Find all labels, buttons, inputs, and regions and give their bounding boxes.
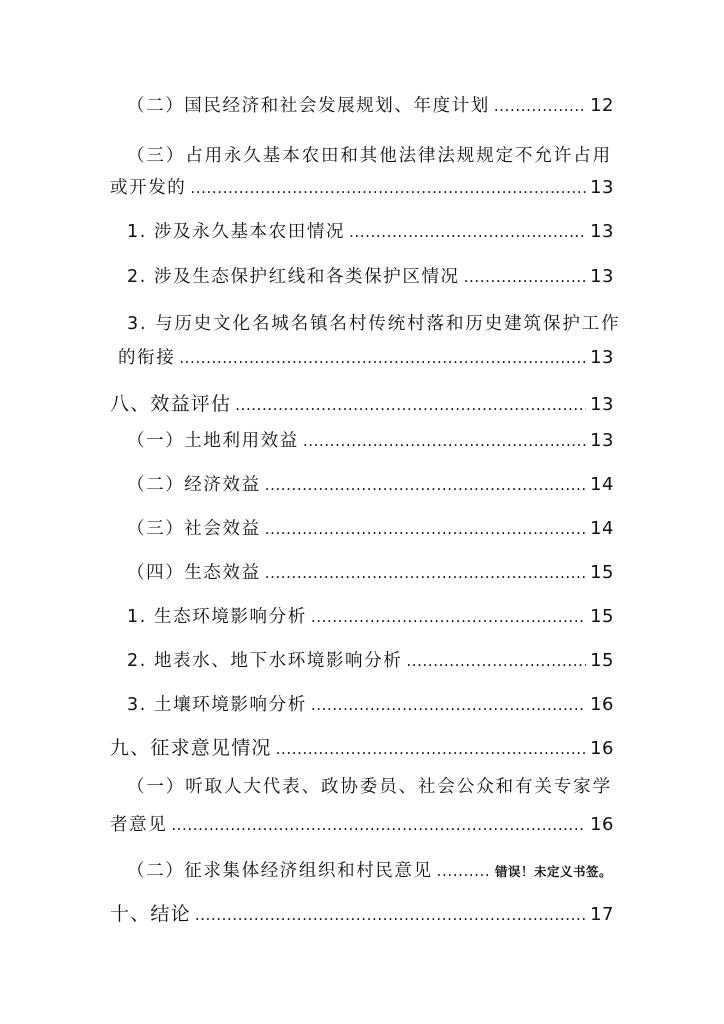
toc-page-number: 16 bbox=[590, 814, 614, 835]
toc-page-number: 17 bbox=[590, 904, 614, 925]
toc-page-number: 14 bbox=[590, 474, 614, 495]
toc-page-number: 15 bbox=[590, 562, 614, 583]
toc-entry-title-line1[interactable]: （三）占用永久基本农田和其他法律法规规定不允许占用 bbox=[127, 146, 612, 166]
toc-leader-dots bbox=[311, 691, 586, 719]
toc-page-number: 13 bbox=[590, 221, 614, 242]
toc-entry[interactable] bbox=[127, 515, 614, 543]
toc-entry-title: 3. 土壤环境影响分析 bbox=[127, 695, 307, 715]
toc-bookmark-error: 错误！未定义书签。 bbox=[494, 864, 612, 879]
toc-leader-dots bbox=[349, 218, 586, 246]
toc-entry-title-line2: 的衔接 bbox=[118, 348, 176, 368]
toc-entry-title: 2. 涉及生态保护红线和各类保护区情况 bbox=[127, 267, 460, 287]
toc-entry-title-line2: 或开发的 bbox=[110, 178, 187, 198]
toc-entry-title: 1. 涉及永久基本农田情况 bbox=[127, 222, 346, 242]
toc-entry[interactable] bbox=[127, 559, 614, 587]
toc-entry[interactable] bbox=[110, 811, 614, 839]
toc-page-number: 16 bbox=[590, 694, 614, 715]
toc-entry[interactable] bbox=[127, 857, 612, 885]
toc-page-number: 14 bbox=[590, 518, 614, 539]
toc-leader-dots bbox=[265, 515, 586, 543]
toc-page-number: 13 bbox=[590, 430, 614, 451]
toc-page-number: 13 bbox=[590, 394, 614, 415]
toc-entry[interactable] bbox=[127, 92, 614, 120]
toc-entry[interactable] bbox=[127, 647, 614, 675]
toc-entry-title: （二）征求集体经济组织和村民意见 bbox=[127, 861, 433, 881]
toc-entry[interactable] bbox=[127, 691, 614, 719]
toc-leader-dots bbox=[276, 735, 586, 763]
toc-leader-dots bbox=[311, 603, 586, 631]
toc-entry-title: 八、效益评估 bbox=[110, 393, 232, 415]
toc-entry[interactable] bbox=[127, 427, 614, 455]
toc-leader-dots bbox=[265, 471, 586, 499]
toc-entry-title: 2. 地表水、地下水环境影响分析 bbox=[127, 651, 403, 671]
toc-entry-title: （一）土地利用效益 bbox=[127, 431, 299, 451]
toc-leader-dots bbox=[303, 427, 586, 455]
toc-leader-dots bbox=[171, 811, 586, 839]
toc-entry[interactable] bbox=[127, 471, 614, 499]
toc-entry-title: 九、征求意见情况 bbox=[110, 737, 272, 759]
toc-entry-title: （三）社会效益 bbox=[127, 519, 261, 539]
toc-page-number: 12 bbox=[590, 95, 614, 116]
toc-entry[interactable] bbox=[110, 174, 614, 202]
toc-entry-title: 1. 生态环境影响分析 bbox=[127, 607, 307, 627]
toc-entry[interactable] bbox=[127, 263, 614, 291]
toc-entry-title: 十、结论 bbox=[110, 903, 191, 925]
toc-page-number: 13 bbox=[590, 347, 614, 368]
toc-page-number: 15 bbox=[590, 606, 614, 627]
toc-leader-dots bbox=[179, 344, 586, 372]
toc-leader-dots bbox=[195, 901, 586, 929]
toc-entry-title-line1[interactable]: 3. 与历史文化名城名镇名村传统村落和历史建筑保护工作 bbox=[127, 314, 621, 334]
toc-entry[interactable] bbox=[127, 603, 614, 631]
toc-leader-dots bbox=[235, 391, 586, 419]
toc-leader-dots bbox=[190, 174, 586, 202]
toc-leader-dots bbox=[265, 559, 586, 587]
toc-leader-dots bbox=[437, 857, 491, 885]
toc-entry-chapter[interactable] bbox=[110, 390, 614, 418]
toc-entry-chapter[interactable] bbox=[110, 900, 614, 928]
toc-entry-chapter[interactable] bbox=[110, 734, 614, 762]
toc-page-number: 15 bbox=[590, 650, 614, 671]
toc-entry[interactable] bbox=[118, 344, 614, 372]
toc-entry-title: （四）生态效益 bbox=[127, 563, 261, 583]
toc-entry-title-line1[interactable]: （一）听取人大代表、政协委员、社会公众和有关专家学 bbox=[127, 777, 612, 797]
toc-entry-title: （二）经济效益 bbox=[127, 475, 261, 495]
toc-page-number: 16 bbox=[590, 738, 614, 759]
toc-leader-dots bbox=[464, 263, 586, 291]
toc-entry[interactable] bbox=[127, 218, 614, 246]
toc-leader-dots bbox=[494, 92, 586, 120]
toc-entry-title: （二）国民经济和社会发展规划、年度计划 bbox=[127, 96, 490, 116]
toc-leader-dots bbox=[406, 647, 586, 675]
toc-page-number: 13 bbox=[590, 266, 614, 287]
toc-entry-title-line2: 者意见 bbox=[110, 815, 168, 835]
toc-page-number: 13 bbox=[590, 177, 614, 198]
